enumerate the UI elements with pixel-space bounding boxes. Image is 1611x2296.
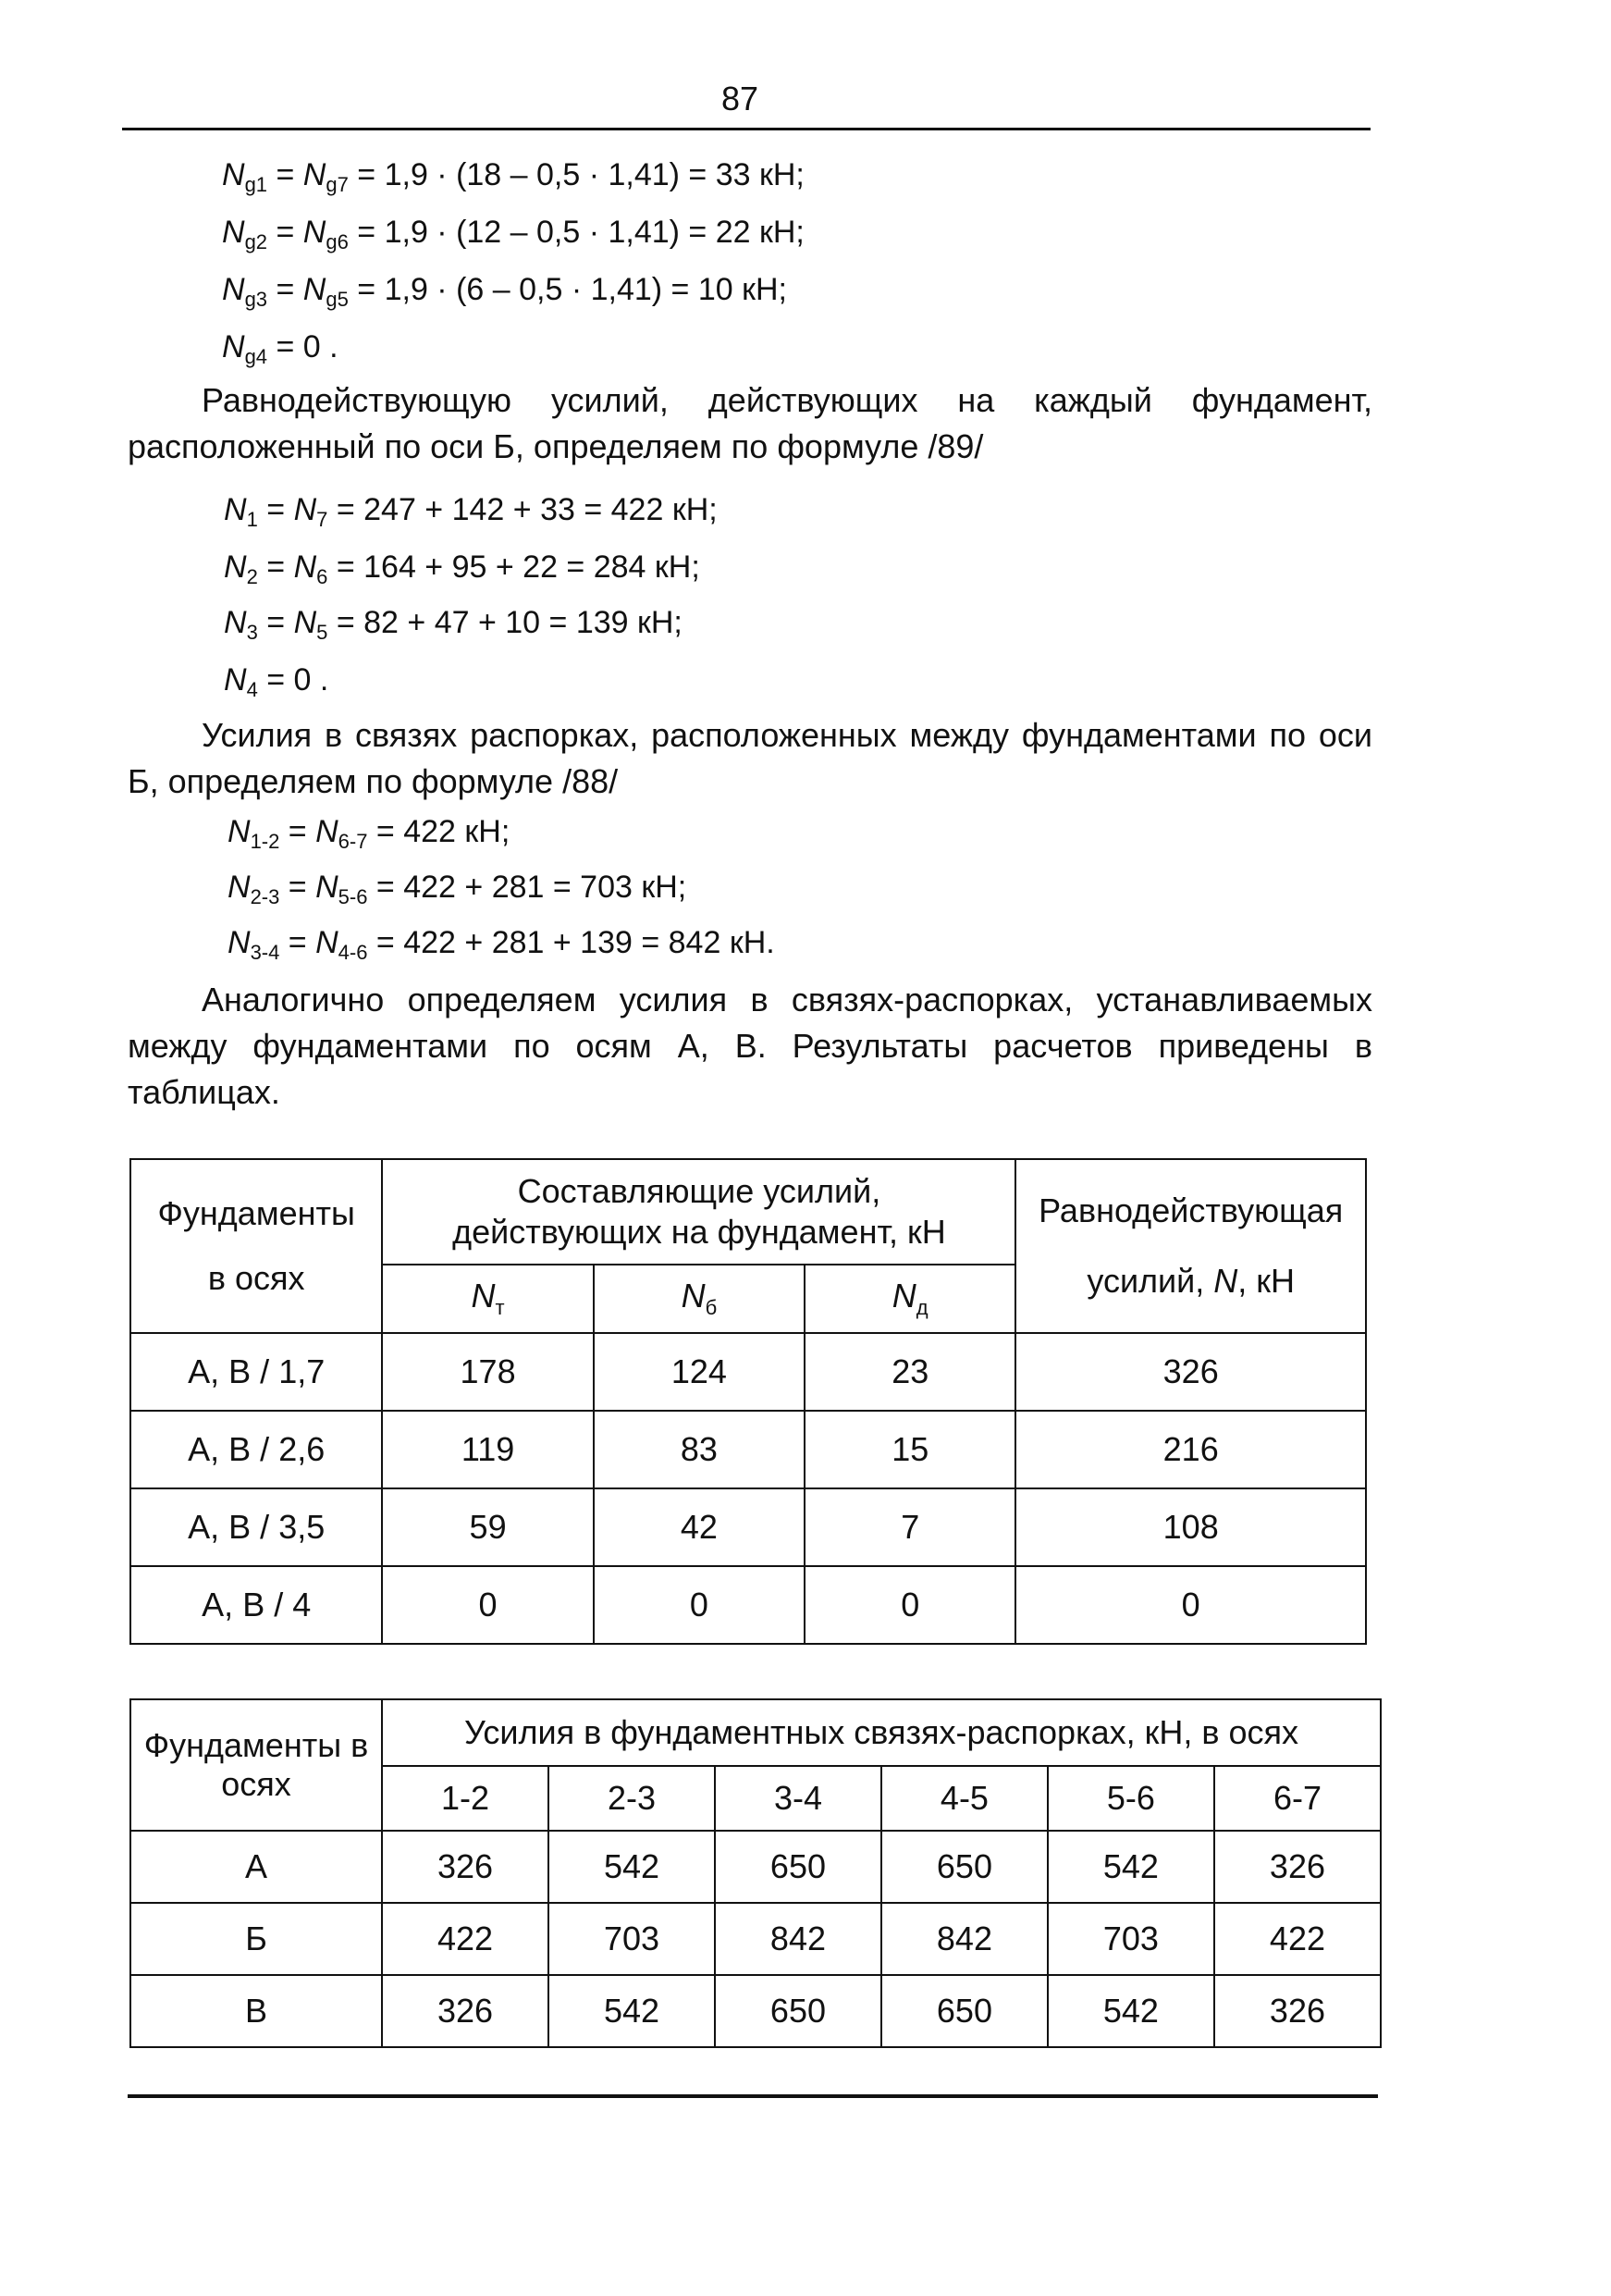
t2-header-forces: Усилия в фундаментных связях-распорках, кН, в осях (382, 1699, 1381, 1766)
t2-col-header: 2-3 (548, 1766, 715, 1831)
t1-cell: А, В / 4 (130, 1566, 382, 1644)
t2-cell: В (130, 1975, 382, 2047)
t2-cell: 326 (382, 1831, 548, 1903)
t2-cell: 842 (715, 1903, 881, 1975)
t1-header-foundations (130, 1159, 382, 1333)
t1-cell: 59 (382, 1488, 593, 1566)
t2-col-header: 3-4 (715, 1766, 881, 1831)
table-row (130, 1903, 1381, 1975)
paragraph-1: Равнодействующую усилий, действующих на каждый фундамент, расположенный по оси Б, определяем по формуле /89/ (128, 381, 1372, 465)
t1-cell: А, В / 1,7 (130, 1333, 382, 1411)
table-row (130, 1488, 1366, 1566)
t1-cell: 83 (594, 1411, 805, 1488)
table-row (130, 1831, 1381, 1903)
formula-n2-3: $N_{2-3} = N_{5-6} = 422 + 281 = 703$ кН; (228, 870, 687, 908)
t2-cell: 326 (1214, 1831, 1381, 1903)
footer-rule (128, 2094, 1378, 2098)
t2-col-header: 4-5 (881, 1766, 1048, 1831)
t1-cell: А, В / 3,5 (130, 1488, 382, 1566)
t2-cell: 650 (881, 1831, 1048, 1903)
formula-ng2: $N_{g2} = N_{g6} = 1,9 \cdot (12 - 0,5 \cdot 1,41) = 22$ кН; (222, 215, 805, 253)
t2-cell: 422 (1214, 1903, 1381, 1975)
table-row (130, 1566, 1366, 1644)
table-row (130, 1411, 1366, 1488)
t1-cell: 119 (382, 1411, 593, 1488)
t1-cell: 23 (805, 1333, 1015, 1411)
table-row (130, 1333, 1366, 1411)
paragraph-3: Аналогично определяем усилия в связях-распорках, устанавливаемых между фундаментами по осям А, В. Результаты расчетов приведены в таблицах. (128, 981, 1372, 1111)
t1-cell: 0 (805, 1566, 1015, 1644)
t2-cell: 326 (1214, 1975, 1381, 2047)
t1-header-components: Составляющие усилий, действующих на фундамент, кН (382, 1159, 1015, 1265)
formula-ng4: $N_{g4} = 0$ . (222, 329, 338, 368)
t1-header-foundations-line1: Фундаменты (157, 1194, 355, 1232)
t2-cell: 326 (382, 1975, 548, 2047)
t1-cell: 42 (594, 1488, 805, 1566)
t2-cell: 422 (382, 1903, 548, 1975)
formula-ng3: $N_{g3} = N_{g5} = 1,9 \cdot (6 - 0,5 \cdot 1,41) = 10$ кН; (222, 272, 787, 311)
page-number: 87 (720, 80, 759, 117)
formula-n4: $N_4 = 0$ . (224, 662, 329, 701)
t2-col-header: 1-2 (382, 1766, 548, 1831)
t2-cell: 703 (548, 1903, 715, 1975)
t1-header-resultant-line1: Равнодействующая (1039, 1191, 1344, 1229)
t1-header-nt: $N_т$ (382, 1265, 593, 1333)
strut-forces-table (129, 1698, 1382, 2048)
t2-header-foundations: Фундаменты в осях (130, 1699, 382, 1831)
formula-n2: $N_2 = N_6 = 164 + 95 + 22 = 284$ кН; (224, 549, 700, 588)
t2-cell: 542 (1048, 1831, 1214, 1903)
t2-cell: 703 (1048, 1903, 1214, 1975)
formula-n1-2: $N_{1-2} = N_{6-7} = 422$ кН; (228, 814, 510, 853)
t1-cell: А, В / 2,6 (130, 1411, 382, 1488)
t1-header-foundations-line2: в осях (207, 1259, 305, 1297)
t1-header-nb: $N_б$ (594, 1265, 805, 1333)
t1-header-nd: $N_д$ (805, 1265, 1015, 1333)
t2-cell: 542 (548, 1831, 715, 1903)
header-rule (122, 128, 1371, 130)
resultant-forces-table (129, 1158, 1367, 1645)
t2-cell: 842 (881, 1903, 1048, 1975)
t1-cell: 0 (382, 1566, 593, 1644)
t1-cell: 326 (1015, 1333, 1366, 1411)
t2-cell: 542 (1048, 1975, 1214, 2047)
t1-cell: 0 (594, 1566, 805, 1644)
t1-cell: 108 (1015, 1488, 1366, 1566)
t2-cell: Б (130, 1903, 382, 1975)
t2-col-header: 5-6 (1048, 1766, 1214, 1831)
t1-cell: 124 (594, 1333, 805, 1411)
t1-cell: 0 (1015, 1566, 1366, 1644)
t1-cell: 7 (805, 1488, 1015, 1566)
t1-cell: 216 (1015, 1411, 1366, 1488)
t1-cell: 15 (805, 1411, 1015, 1488)
t2-cell: 542 (548, 1975, 715, 2047)
t2-cell: 650 (881, 1975, 1048, 2047)
paragraph-2: Усилия в связях распорках, расположенных между фундаментами по оси Б, определяем по формуле /88/ (128, 716, 1372, 800)
formula-n3: $N_3 = N_5 = 82 + 47 + 10 = 139$ кН; (224, 605, 683, 644)
formula-n1: $N_1 = N_7 = 247 + 142 + 33 = 422$ кН; (224, 492, 718, 531)
t2-cell: 650 (715, 1831, 881, 1903)
t2-cell: А (130, 1831, 382, 1903)
t1-cell: 178 (382, 1333, 593, 1411)
t2-cell: 650 (715, 1975, 881, 2047)
formula-ng1: $N_{g1} = N_{g7} = 1,9 \cdot (18 - 0,5 \cdot 1,41) = 33$ кН; (222, 157, 805, 196)
t2-col-header: 6-7 (1214, 1766, 1381, 1831)
formula-n3-4: $N_{3-4} = N_{4-6} = 422 + 281 + 139 = 842$ кН. (228, 925, 775, 964)
t1-header-resultant-line2: усилий, N, кН (1087, 1262, 1296, 1300)
t1-header-resultant (1015, 1159, 1366, 1333)
table-row (130, 1975, 1381, 2047)
